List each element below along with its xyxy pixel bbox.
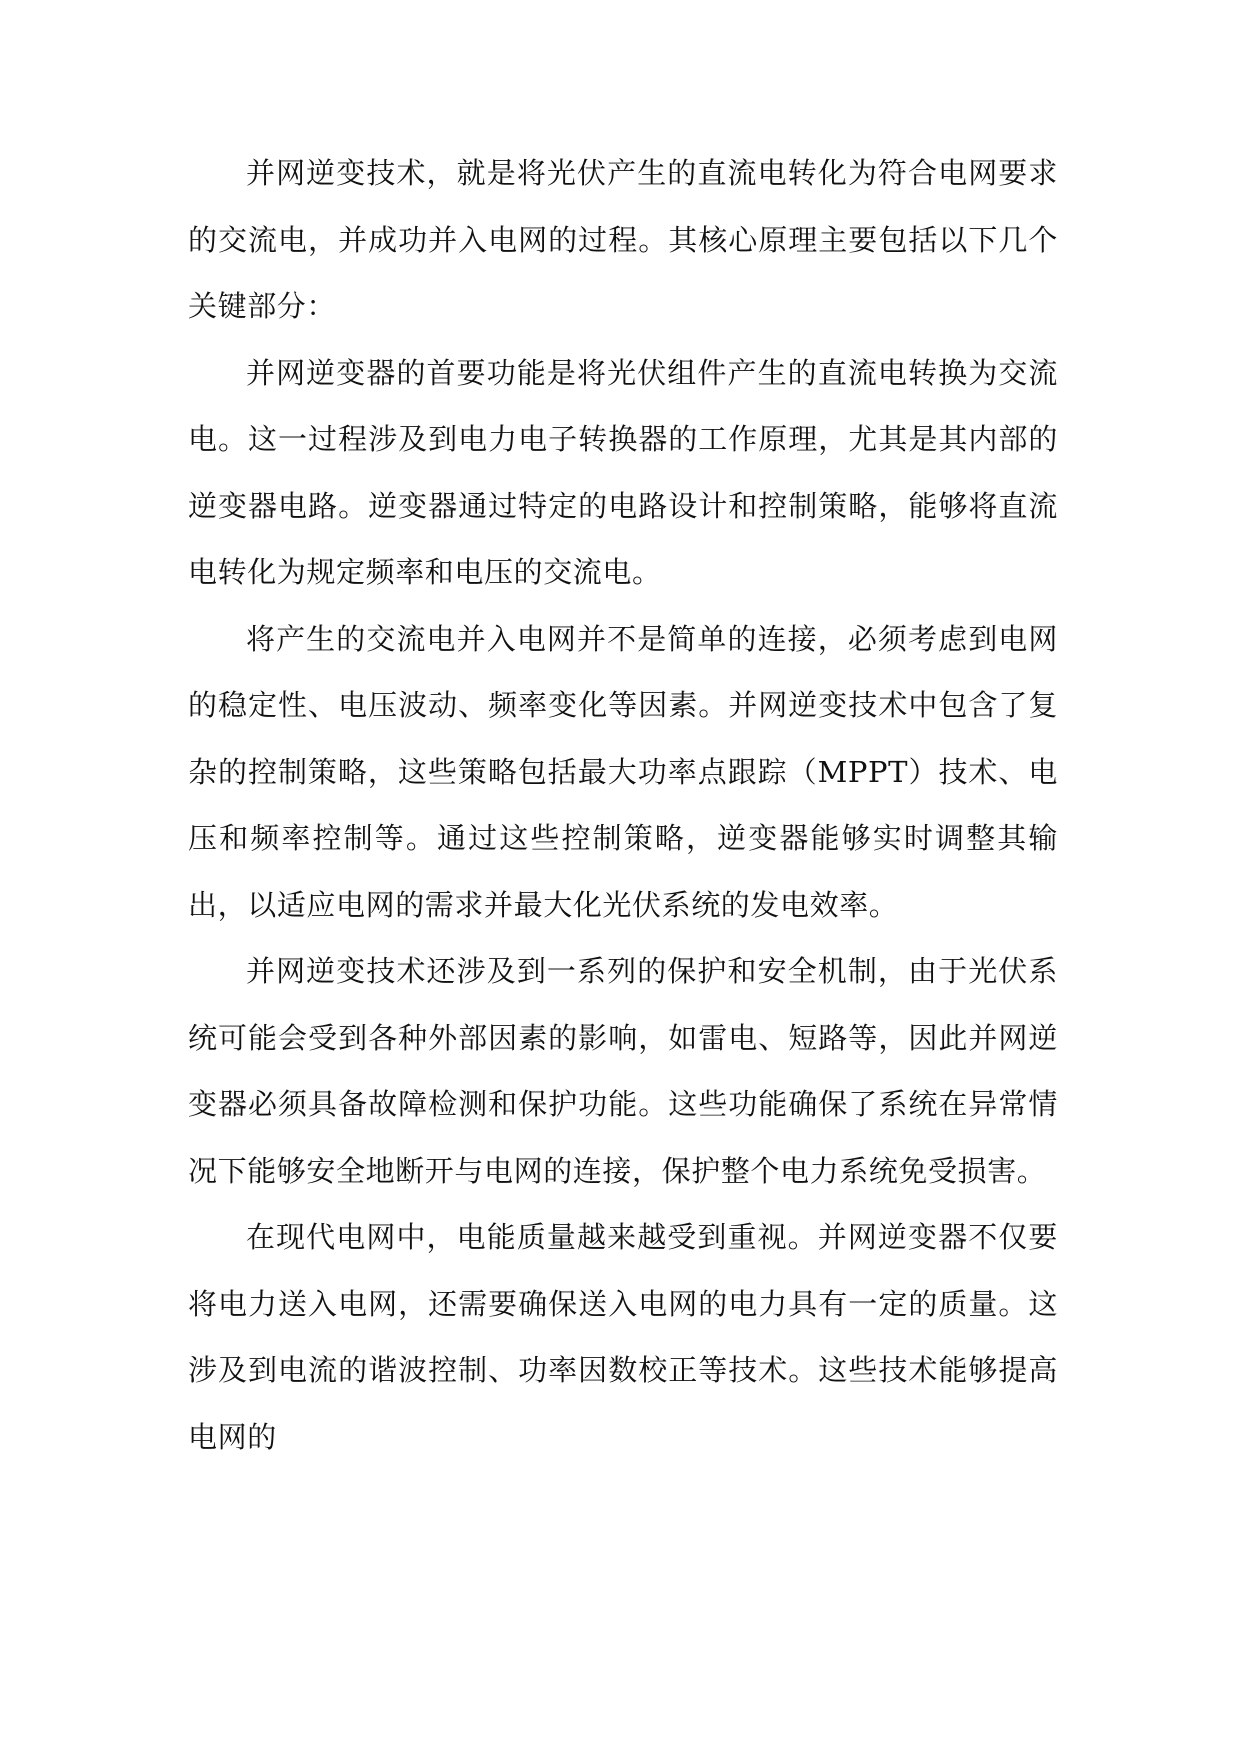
paragraph-power-quality: 在现代电网中，电能质量越来越受到重视。并网逆变器不仅要将电力送入电网，还需要确保送入电网的电力具有一定的质量。这涉及到电流的谐波控制、功率因数校正等技术。这些技术能够提高电网的 bbox=[188, 1220, 1058, 1454]
paragraph-grid-inverter-definition: 并网逆变技术，就是将光伏产生的直流电转化为符合电网要求的交流电，并成功并入电网的过程。其核心原理主要包括以下几个关键部分： bbox=[188, 156, 1058, 323]
paragraph-grid-connection-control: 将产生的交流电并入电网并不是简单的连接，必须考虑到电网的稳定性、电压波动、频率变化等因素。并网逆变技术中包含了复杂的控制策略，这些策略包括最大功率点跟踪（MPPT）技术、电压和频率控制等。通过这些控制策略，逆变器能够实时调整其输出，以适应电网的需求并最大化光伏系统的发电效率。 bbox=[188, 621, 1058, 922]
paragraph-dc-ac-conversion: 并网逆变器的首要功能是将光伏组件产生的直流电转换为交流电。这一过程涉及到电力电子转换器的工作原理，尤其是其内部的逆变器电路。逆变器通过特定的电路设计和控制策略，能够将直流电转化为规定频率和电压的交流电。 bbox=[188, 355, 1058, 589]
document-body bbox=[188, 140, 1058, 1470]
paragraph-protection-safety: 并网逆变技术还涉及到一系列的保护和安全机制，由于光伏系统可能会受到各种外部因素的影响，如雷电、短路等，因此并网逆变器必须具备故障检测和保护功能。这些功能确保了系统在异常情况下能够安全地断开与电网的连接，保护整个电力系统免受损害。 bbox=[188, 954, 1058, 1188]
